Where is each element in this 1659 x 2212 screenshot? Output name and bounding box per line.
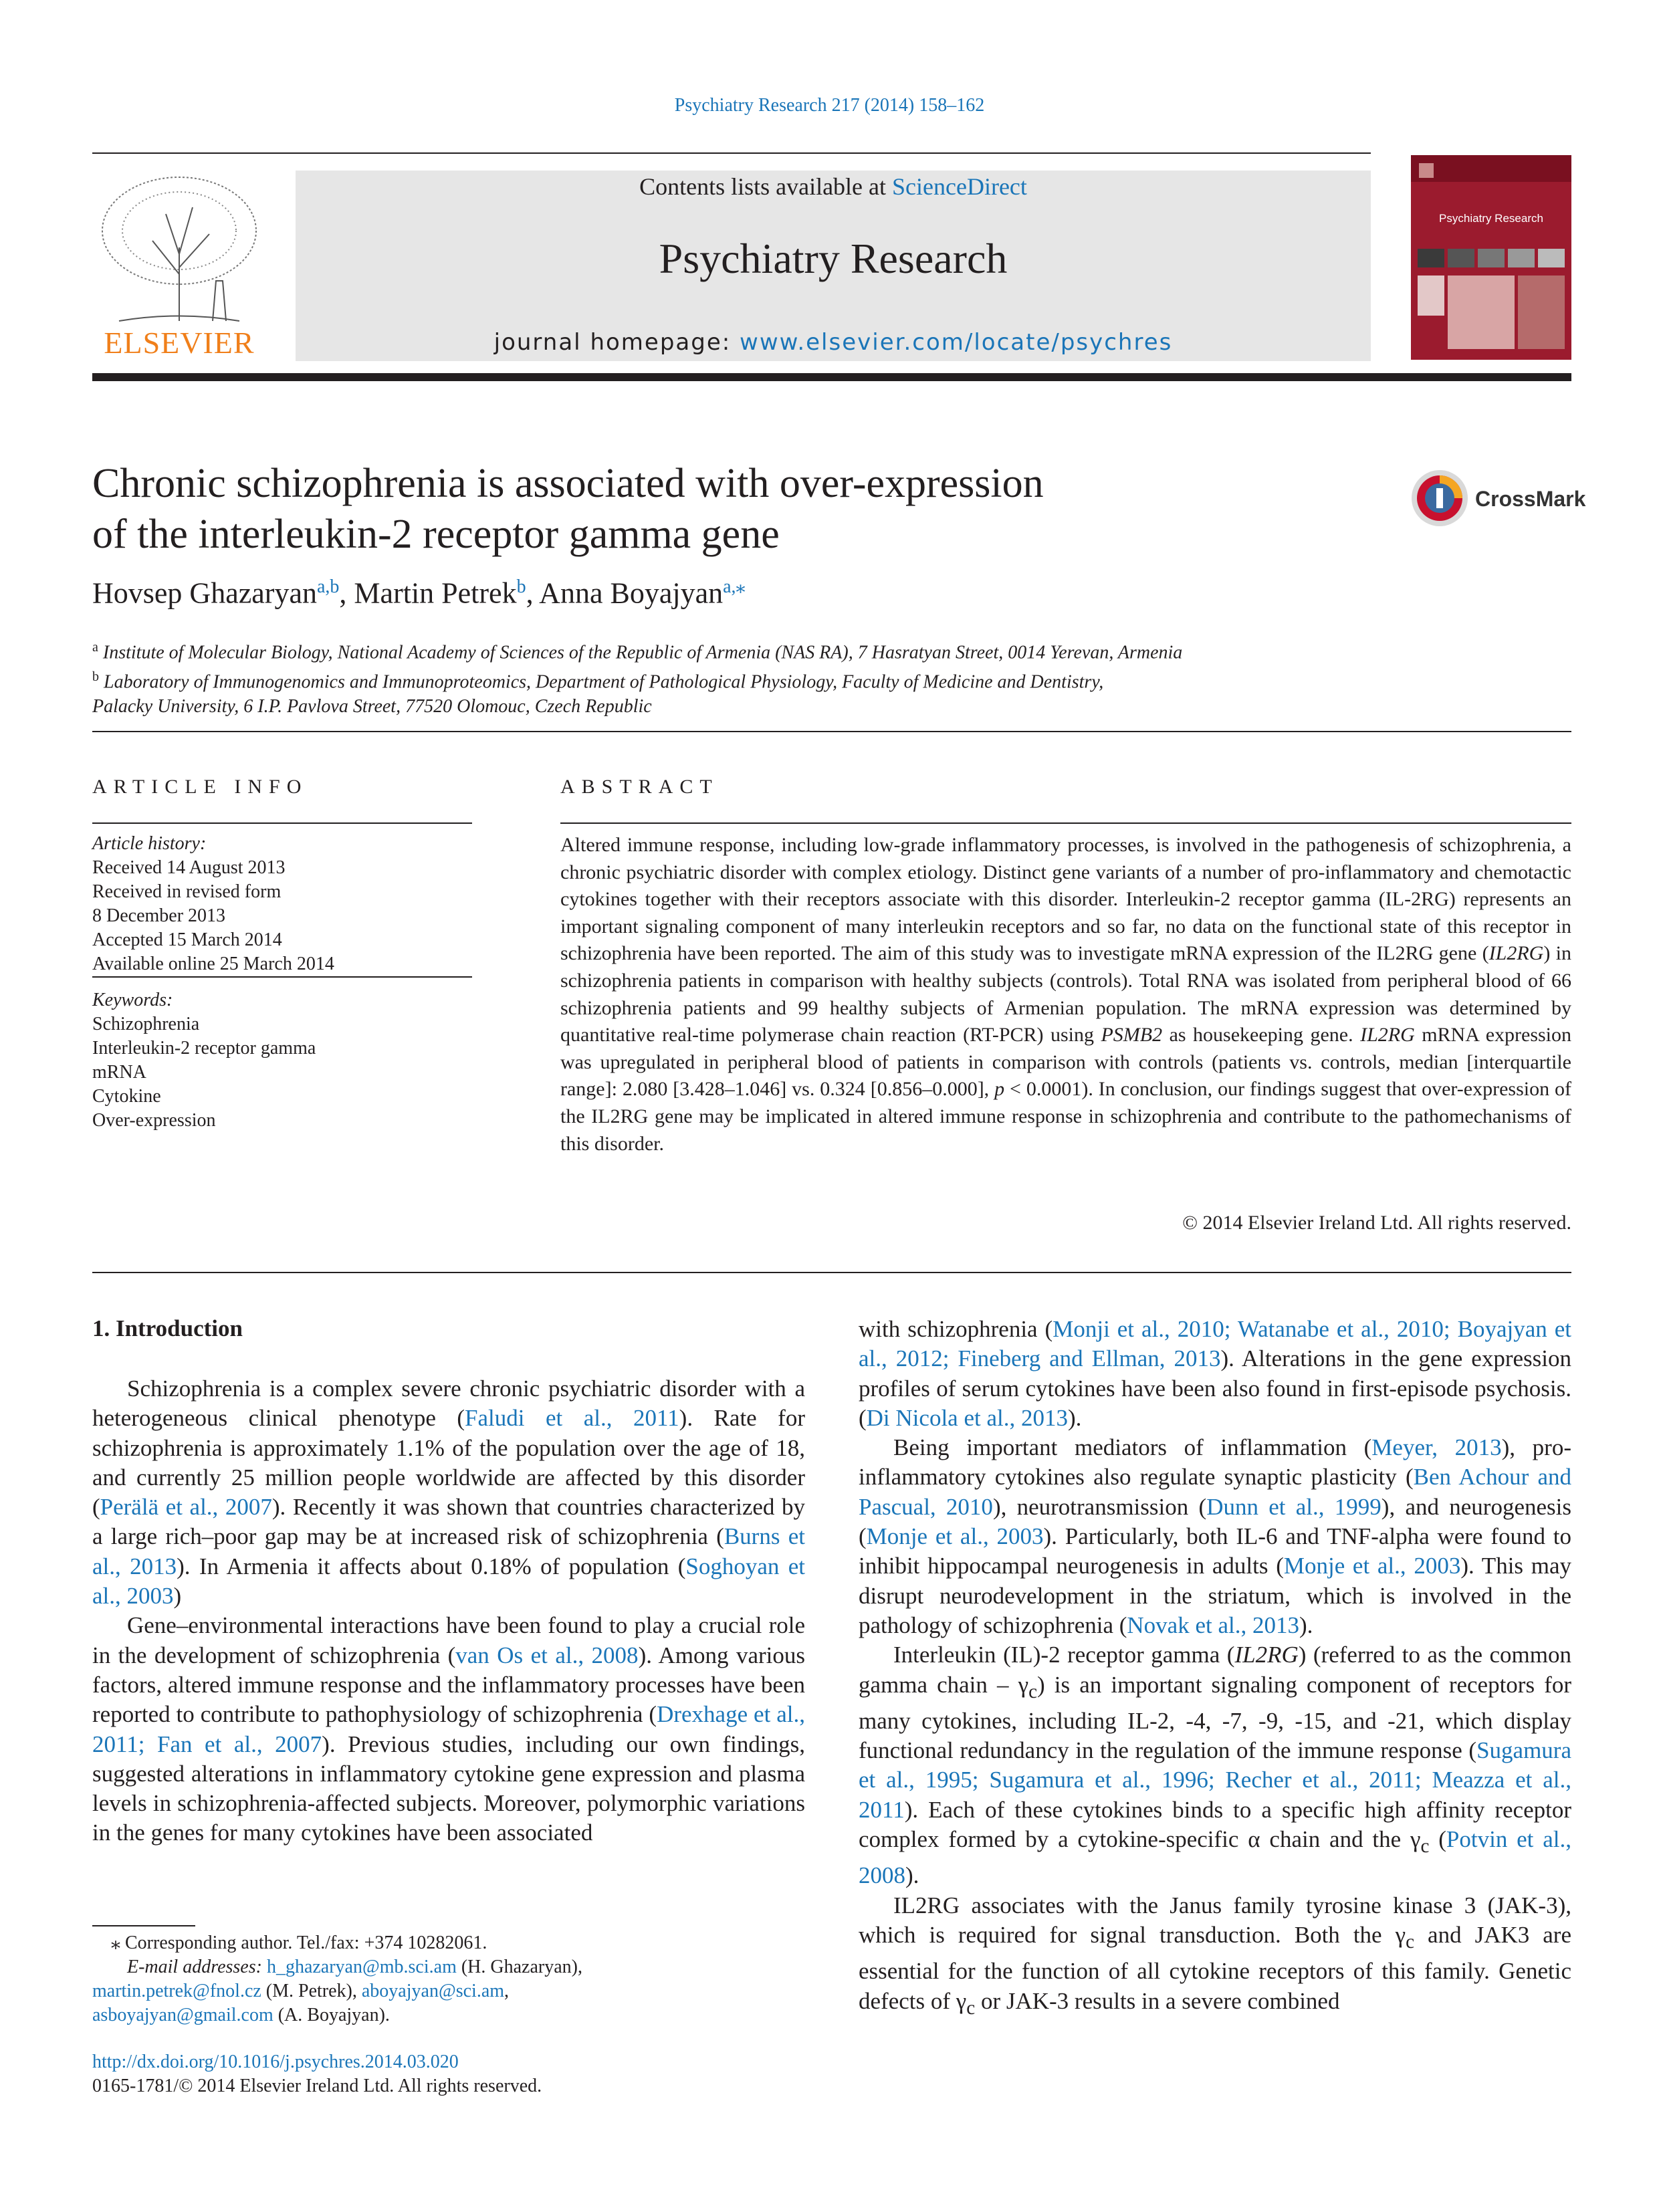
citation-link[interactable]: Perälä et al., 2007 bbox=[100, 1494, 272, 1521]
citation-link[interactable]: Burns et al., 2013 bbox=[92, 1523, 805, 1579]
affiliation-marker: b bbox=[92, 669, 99, 685]
email-link[interactable]: martin.petrek@fnol.cz bbox=[92, 1981, 261, 2001]
gene-name: PSMB2 bbox=[1101, 1024, 1163, 1046]
citation-link[interactable]: Faludi et al., 2011 bbox=[465, 1405, 679, 1432]
text-span: ). Previous studies, including our own findings, suggested alterations in inflammatory cytokine gene expression and plasma levels in schizophrenia-affected subjects. Moreover, polymorphic variations in the genes for many cytokines have been associated bbox=[92, 1731, 805, 1846]
homepage-link[interactable]: www.elsevier.com/locate/psychres bbox=[740, 329, 1173, 356]
email-label: E-mail addresses: bbox=[127, 1957, 267, 1977]
body-column-right bbox=[859, 1315, 1571, 2023]
text-span: ). bbox=[1299, 1612, 1313, 1638]
text-span: ), pro-inflammatory cytokines also regulate synaptic plasticity ( bbox=[859, 1434, 1571, 1490]
text-span: ). Each of these cytokines binds to a specific high affinity receptor complex formed by a cytokine-specific α chain and the γ bbox=[859, 1796, 1571, 1853]
citation-link[interactable]: Dunn et al., 1999 bbox=[1206, 1493, 1381, 1520]
abstract-text bbox=[560, 832, 1571, 1157]
history-item: 8 December 2013 bbox=[92, 905, 226, 926]
journal-reference-link[interactable]: Psychiatry Research 217 (2014) 158–162 bbox=[674, 95, 985, 116]
email-line bbox=[92, 2003, 805, 2027]
affiliation-rule bbox=[92, 731, 1571, 732]
citation-link[interactable]: Drexhage et al., 2011; Fan et al., 2007 bbox=[92, 1701, 806, 1757]
citation-link[interactable]: Monji et al., 2010; Watanabe et al., 2010; Boyajyan et al., 2012; Fineberg and Ellman, 2013 bbox=[859, 1316, 1571, 1372]
contents-prefix: Contents lists available at bbox=[639, 173, 893, 200]
history-item: Received 14 August 2013 bbox=[92, 857, 286, 878]
affiliation-item bbox=[92, 665, 1497, 694]
author-affiliation-marker[interactable]: a,⁎ bbox=[723, 576, 746, 597]
text-span: ), neurotransmission ( bbox=[992, 1493, 1207, 1520]
affiliation-marker: a bbox=[92, 640, 98, 655]
keyword-item: mRNA bbox=[92, 1062, 146, 1083]
cover-title: Psychiatry Research bbox=[1439, 212, 1543, 225]
citation-link[interactable]: Soghoyan et al., 2003 bbox=[92, 1553, 805, 1610]
author-name: Martin Petrek bbox=[354, 576, 517, 610]
journal-cover-thumbnail[interactable] bbox=[1411, 155, 1571, 360]
text-span: IL2RG associates with the Janus family tyrosine kinase 3 (JAK-3), which is required for signal transduction. Both the γ bbox=[859, 1892, 1571, 1948]
keyword-item: Interleukin-2 receptor gamma bbox=[92, 1038, 316, 1059]
text-span: ). This may disrupt neurodevelopment in the striatum, which is involved in the pathology of schizophrenia ( bbox=[859, 1553, 1571, 1638]
footnotes bbox=[92, 1931, 805, 2027]
gene-name: IL2RG bbox=[1360, 1024, 1415, 1046]
subscript: c bbox=[1028, 1680, 1038, 1702]
email-link[interactable]: asboyajyan@gmail.com bbox=[92, 2005, 273, 2025]
email-owner: (A. Boyajyan). bbox=[273, 2005, 390, 2025]
email-link[interactable]: h_ghazaryan@mb.sci.am bbox=[266, 1957, 457, 1977]
abstract-span: Altered immune response, including low-grade inflammatory processes, is involved in the pathogenesis of schizophrenia, a chronic psychiatric disorder with complex etiology. Distinct gene variants of a number of pro-inflammatory and chemotactic cytokines together with their receptors associate with this disorder. Interleukin-2 receptor gamma (IL-2RG) represents an important signaling component of many interleukin receptors and so far, no data on the functional state of this receptor in schizophrenia have been reported. The aim of this study was to investigate mRNA expression of the IL2RG gene ( bbox=[560, 834, 1571, 965]
affiliation-text: Palacky University, 6 I.P. Pavlova Street, 77520 Olomouc, Czech Republic bbox=[92, 695, 652, 717]
author-affiliation-marker[interactable]: b bbox=[516, 576, 526, 597]
elsevier-wordmark: ELSEVIER bbox=[104, 326, 255, 360]
doi-link[interactable]: http://dx.doi.org/10.1016/j.psychres.2014.03.020 bbox=[92, 2052, 459, 2072]
email-link[interactable]: aboyajyan@sci.am bbox=[361, 1981, 505, 2001]
contents-line bbox=[296, 173, 1371, 201]
text-span: ). bbox=[905, 1862, 919, 1889]
body-column-left bbox=[92, 1374, 805, 1848]
history-item: Available online 25 March 2014 bbox=[92, 954, 334, 974]
abstract-span: as housekeeping gene. bbox=[1162, 1024, 1361, 1046]
homepage-line bbox=[296, 329, 1371, 356]
keywords-label: Keywords: bbox=[92, 990, 173, 1010]
author-affiliation-marker[interactable]: a,b bbox=[316, 576, 340, 597]
citation-link[interactable]: Monje et al., 2003 bbox=[1283, 1553, 1461, 1579]
citation-link[interactable]: Sugamura et al., 1995; Sugamura et al., 1996; Recher et al., 2011; Meazza et al., 2011 bbox=[859, 1737, 1571, 1823]
issn-copyright: 0165-1781/© 2014 Elsevier Ireland Ltd. All rights reserved. bbox=[92, 2076, 542, 2096]
email-line bbox=[92, 1979, 805, 2003]
keyword-item: Cytokine bbox=[92, 1086, 161, 1107]
citation-link[interactable]: Monje et al., 2003 bbox=[866, 1523, 1044, 1550]
paragraph bbox=[859, 1640, 1571, 1890]
homepage-prefix: journal homepage: bbox=[493, 329, 740, 356]
article-history bbox=[92, 832, 472, 976]
paragraph bbox=[859, 1891, 1571, 2023]
subscript: c bbox=[1420, 1836, 1430, 1858]
journal-title: Psychiatry Research bbox=[659, 235, 1008, 282]
email-owner: (H. Ghazaryan), bbox=[456, 1957, 582, 1977]
article-title-line1: Chronic schizophrenia is associated with over-expression bbox=[92, 461, 1044, 506]
citation-link[interactable]: van Os et al., 2008 bbox=[455, 1642, 639, 1668]
article-title bbox=[92, 458, 1363, 560]
crossmark-icon bbox=[1410, 468, 1586, 528]
elsevier-tree-icon bbox=[92, 167, 266, 361]
paragraph bbox=[859, 1315, 1571, 1433]
article-history-label: Article history: bbox=[92, 833, 207, 854]
author-name: Anna Boyajyan bbox=[539, 576, 724, 610]
text-span: ( bbox=[1429, 1826, 1446, 1853]
citation-link[interactable]: Novak et al., 2013 bbox=[1127, 1612, 1299, 1638]
text-span: ). Particularly, both IL-6 and TNF-alpha were found to inhibit hippocampal neurogenesis in adults ( bbox=[859, 1523, 1571, 1579]
author-name: Hovsep Ghazaryan bbox=[92, 576, 317, 610]
text-span: ) bbox=[173, 1583, 182, 1610]
elsevier-logo[interactable] bbox=[92, 167, 266, 361]
citation-link[interactable]: Di Nicola et al., 2013 bbox=[866, 1404, 1068, 1431]
text-span: or JAK-3 results in a severe combined bbox=[975, 1987, 1340, 2014]
sciencedirect-link[interactable]: ScienceDirect bbox=[892, 173, 1027, 200]
text-span: ). Rate for schizophrenia is approximately 1.1% of the population over the age of 18, and currently 25 million people worldwide are affected by this disorder ( bbox=[92, 1405, 805, 1521]
section-heading-introduction: 1. Introduction bbox=[92, 1315, 243, 1341]
header-rule bbox=[92, 152, 1371, 154]
paragraph bbox=[859, 1433, 1571, 1640]
keyword-item: Schizophrenia bbox=[92, 1014, 200, 1034]
footnote-rule bbox=[92, 1925, 195, 1926]
gene-name: IL2RG bbox=[1234, 1642, 1299, 1668]
article-info-heading: ARTICLE INFO bbox=[92, 776, 308, 798]
gene-name: IL2RG bbox=[1488, 942, 1544, 965]
text-span: with schizophrenia ( bbox=[859, 1316, 1053, 1342]
text-span: Being important mediators of inflammation ( bbox=[893, 1434, 1372, 1461]
author-list bbox=[92, 575, 746, 611]
abstract-rule bbox=[560, 822, 1571, 824]
affiliation-text: Laboratory of Immunogenomics and Immunoproteomics, Department of Pathological Physiology, Faculty of Medicine and Dentistry, bbox=[104, 671, 1104, 693]
email-owner: , bbox=[504, 1981, 510, 2001]
affiliation-item bbox=[92, 635, 1497, 665]
corresponding-author-note: ⁎ Corresponding author. Tel./fax: +374 10282061. bbox=[111, 1932, 487, 1953]
subscript: c bbox=[1406, 1930, 1415, 1953]
text-span: ) is an important signaling component of receptors for many cytokines, including IL-2, -4, -7, -9, -15, and -21, which display functional redundancy in the regulation of the immune response ( bbox=[859, 1671, 1571, 1764]
text-span: ). In Armenia it affects about 0.18% of population ( bbox=[177, 1553, 686, 1579]
p-value-symbol: p bbox=[994, 1078, 1005, 1101]
text-span: ). Recently it was shown that countries characterized by a large rich–poor gap may be at increased risk of schizophrenia ( bbox=[92, 1494, 806, 1550]
author-separator: , bbox=[526, 576, 540, 610]
text-span: Interleukin (IL)-2 receptor gamma ( bbox=[893, 1642, 1235, 1668]
text-span: ). Alterations in the gene expression profiles of serum cytokines have been also found in first-episode psychosis. ( bbox=[859, 1345, 1571, 1431]
affiliation-item bbox=[92, 695, 1497, 719]
citation-link[interactable]: Ben Achour and Pascual, 2010 bbox=[859, 1464, 1571, 1520]
email-owner: (M. Petrek), bbox=[261, 1981, 362, 2001]
keywords bbox=[92, 988, 472, 1133]
article-info-rule bbox=[92, 822, 472, 824]
subscript: c bbox=[966, 1997, 976, 2019]
crossmark-label: CrossMark bbox=[1475, 487, 1586, 511]
text-span: ). bbox=[1067, 1404, 1082, 1431]
text-span: ) (referred to as the common gamma chain – γ bbox=[859, 1642, 1571, 1698]
article-title-line2: of the interleukin-2 receptor gamma gene bbox=[92, 512, 780, 557]
text-span: and JAK3 are essential for the function of all cytokine receptors of this family. Genetic defects of γ bbox=[859, 1921, 1571, 2014]
history-item: Accepted 15 March 2014 bbox=[92, 929, 282, 950]
history-item: Received in revised form bbox=[92, 881, 282, 902]
text-span: Gene–environmental interactions have been found to play a crucial role in the development of schizophrenia ( bbox=[92, 1612, 805, 1668]
text-span: Schizophrenia is a complex severe chronic psychiatric disorder with a heterogeneous clinical phenotype ( bbox=[92, 1375, 805, 1432]
article-history-rule bbox=[92, 976, 472, 978]
crossmark-button[interactable] bbox=[1410, 468, 1586, 528]
keyword-item: Over-expression bbox=[92, 1110, 216, 1131]
text-span: ). Among various factors, altered immune response and the inflammatory processes have been reported to contribute to pathophysiology of schizophrenia ( bbox=[92, 1642, 805, 1728]
paragraph bbox=[92, 1611, 805, 1848]
abstract-bottom-rule bbox=[92, 1272, 1571, 1273]
affiliation-text: Institute of Molecular Biology, National Academy of Sciences of the Republic of Armenia (NAS RA), 7 Hasratyan Street, 0014 Yerevan, Armenia bbox=[102, 642, 1183, 663]
citation-link[interactable]: Potvin et al., 2008 bbox=[859, 1826, 1571, 1889]
header-thick-rule bbox=[92, 373, 1571, 381]
abstract-copyright: © 2014 Elsevier Ireland Ltd. All rights reserved. bbox=[1182, 1212, 1571, 1234]
citation-link[interactable]: Meyer, 2013 bbox=[1371, 1434, 1502, 1461]
journal-cover-image bbox=[1411, 155, 1571, 360]
author-separator: , bbox=[339, 576, 354, 610]
paragraph bbox=[92, 1374, 805, 1611]
email-line bbox=[92, 1955, 805, 1979]
abstract-span: < 0.0001). In conclusion, our findings suggest that over-expression of the IL2RG gene may be implicated in altered immune response in schizophrenia and contribute to the pathomechanisms of this disorder. bbox=[560, 1078, 1571, 1155]
abstract-heading: ABSTRACT bbox=[560, 776, 719, 798]
affiliations bbox=[92, 635, 1497, 719]
text-span: ), and neurogenesis ( bbox=[859, 1493, 1572, 1550]
abstract-span: mRNA expression was upregulated in peripheral blood of patients in comparison with controls (patients vs. controls, median [interquartile range]: 2.080 [3.428–1.046] vs. 0.324 [0.856–0.000], bbox=[560, 1024, 1572, 1101]
abstract-span: ) in schizophrenia patients in comparison with healthy subjects (controls). Total RNA was isolated from peripheral blood of 66 schizophrenia patients and 99 healthy subjects of Armenian population. The mRNA expression was determined by quantitative real-time polymerase chain reaction (RT-PCR) using bbox=[560, 942, 1572, 1046]
